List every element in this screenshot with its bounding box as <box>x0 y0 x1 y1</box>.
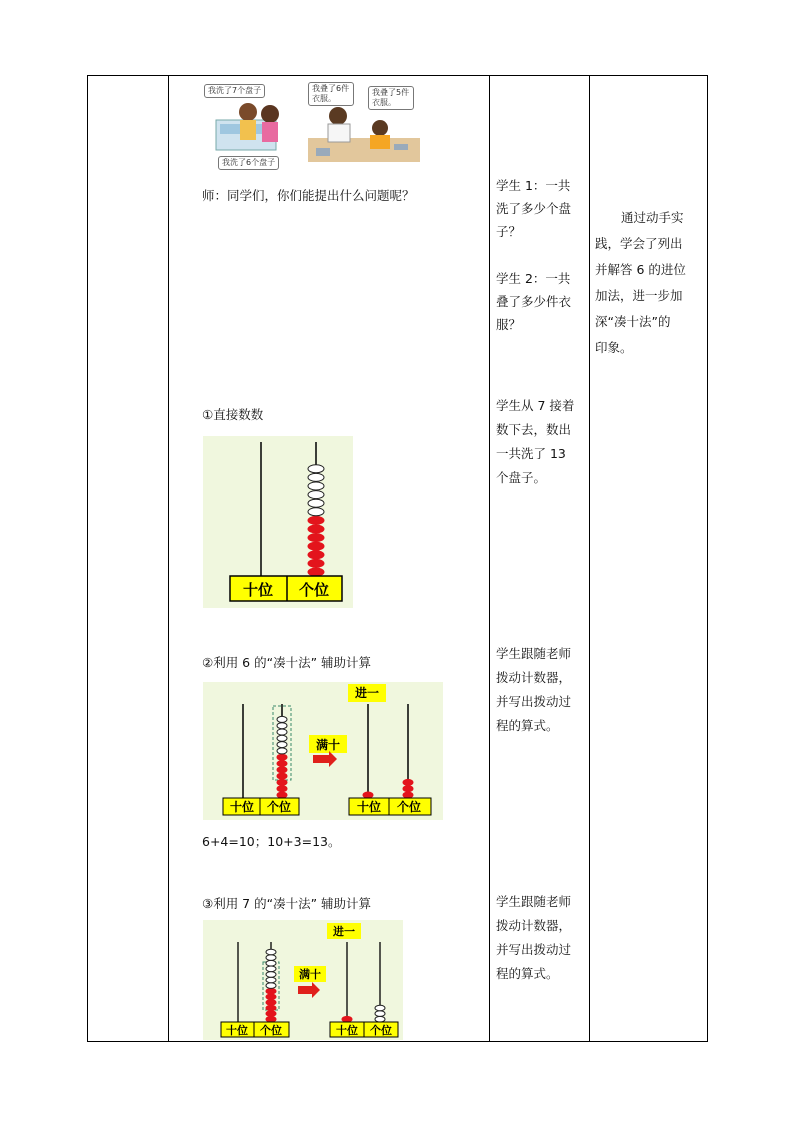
abacus-bead <box>308 542 324 550</box>
abacus-2-left-ones-label: 个位 <box>266 800 292 814</box>
abacus-bead <box>277 767 287 773</box>
abacus-bead <box>266 972 276 978</box>
method-3-student-note: 学生跟随老师 拨动计数器， 并写出拨动过 程的算式。 <box>496 894 572 981</box>
method-2-title: ②利用 6 的“凑十法” 辅助计算 <box>202 655 372 670</box>
table-top-border <box>87 75 708 76</box>
abacus-1-tens-label: 十位 <box>242 581 274 599</box>
method-3-title: ③利用 7 的“凑十法” 辅助计算 <box>202 896 372 911</box>
abacus-bead <box>308 482 324 490</box>
abacus-bead <box>403 792 413 798</box>
abacus-bead <box>308 508 324 516</box>
abacus-bead <box>375 1005 385 1011</box>
abacus-2-right-ones-label: 个位 <box>396 800 422 814</box>
abacus-bead <box>277 716 287 722</box>
teacher-question: 师：同学们，你们能提出什么问题呢？ <box>202 188 415 203</box>
abacus-bead <box>266 988 276 994</box>
abacus-figure-2 <box>203 682 443 820</box>
abacus-figure-1 <box>203 436 353 608</box>
abacus-bead <box>363 792 373 798</box>
story-illustration <box>198 78 424 172</box>
full-ten-label-3: 满十 <box>299 968 321 981</box>
abacus-bead <box>277 723 287 729</box>
abacus-figure-3 <box>203 920 403 1040</box>
abacus-3-right-tens-label: 十位 <box>336 1024 358 1037</box>
table-bottom-border <box>87 1041 708 1042</box>
abacus-bead <box>277 786 287 792</box>
abacus-3-left-ones-label: 个位 <box>260 1024 282 1037</box>
method-1-title: ①直接数数 <box>202 407 264 422</box>
speech-bubble-4: 我洗了6个盘子 <box>218 156 279 170</box>
abacus-bead <box>277 773 287 779</box>
abacus-bead <box>403 779 413 785</box>
abacus-bead <box>308 559 324 567</box>
abacus-bead <box>266 983 276 989</box>
abacus-bead <box>308 516 324 524</box>
abacus-bead <box>277 729 287 735</box>
abacus-3-left-tens-label: 十位 <box>226 1024 248 1037</box>
abacus-bead <box>308 551 324 559</box>
abacus-bead <box>266 1011 276 1017</box>
abacus-bead <box>342 1016 352 1022</box>
method-1-student-note: 学生从 7 接着 数下去，数出 一共洗了 13 个盘子。 <box>496 398 575 485</box>
abacus-bead <box>277 754 287 760</box>
design-intent: 通过动手实 践，学会了列出 并解答 6 的进位 加法，进一步加 深“凑十法”的 印象。 <box>595 210 686 355</box>
abacus-2-right-tens-label: 十位 <box>356 800 382 814</box>
arrow-right-icon <box>313 751 337 767</box>
speech-bubble-1: 我洗了7个盘子 <box>204 84 265 98</box>
abacus-bead <box>308 525 324 533</box>
abacus-bead <box>266 966 276 972</box>
abacus-bead <box>277 735 287 741</box>
abacus-bead <box>277 779 287 785</box>
table-column-divider-3 <box>589 75 590 1042</box>
abacus-bead <box>266 977 276 983</box>
abacus-bead <box>277 742 287 748</box>
student-question-1: 学生 1：一共 洗了多少个盘 子？ <box>496 178 572 239</box>
abacus-bead <box>266 1016 276 1022</box>
table-right-border <box>707 75 708 1042</box>
abacus-bead <box>308 465 324 473</box>
student-question-2: 学生 2：一共 叠了多少件衣 服？ <box>496 271 572 332</box>
abacus-bead <box>308 499 324 507</box>
full-ten-label-2: 满十 <box>315 738 341 752</box>
abacus-bead <box>375 1016 385 1022</box>
abacus-1-ones-label: 个位 <box>298 581 330 599</box>
abacus-bead <box>308 568 324 576</box>
abacus-bead <box>266 994 276 1000</box>
abacus-2-left-tens-label: 十位 <box>229 800 255 814</box>
abacus-3-right-ones-label: 个位 <box>370 1024 392 1037</box>
abacus-bead <box>277 748 287 754</box>
abacus-bead <box>277 792 287 798</box>
carry-label-2: 进一 <box>354 686 380 700</box>
abacus-bead <box>375 1011 385 1017</box>
speech-bubble-3: 我叠了5件衣服。 <box>368 86 414 110</box>
abacus-bead <box>308 473 324 481</box>
carry-label-3: 进一 <box>333 925 355 938</box>
abacus-bead <box>308 491 324 499</box>
table-left-border <box>87 75 88 1042</box>
abacus-bead <box>277 761 287 767</box>
table-column-divider-1 <box>168 75 169 1042</box>
abacus-bead <box>266 1000 276 1006</box>
abacus-bead <box>266 960 276 966</box>
abacus-bead <box>266 949 276 955</box>
arrow-right-icon-2 <box>298 982 320 998</box>
abacus-bead <box>308 534 324 542</box>
abacus-bead <box>266 1005 276 1011</box>
method-2-equations: 6+4=10；10+3=13。 <box>202 834 341 849</box>
speech-bubble-2: 我叠了6件衣服。 <box>308 82 354 106</box>
abacus-bead <box>266 955 276 961</box>
method-2-student-note: 学生跟随老师 拨动计数器， 并写出拨动过 程的算式。 <box>496 646 572 733</box>
abacus-bead <box>403 786 413 792</box>
table-column-divider-2 <box>489 75 490 1042</box>
